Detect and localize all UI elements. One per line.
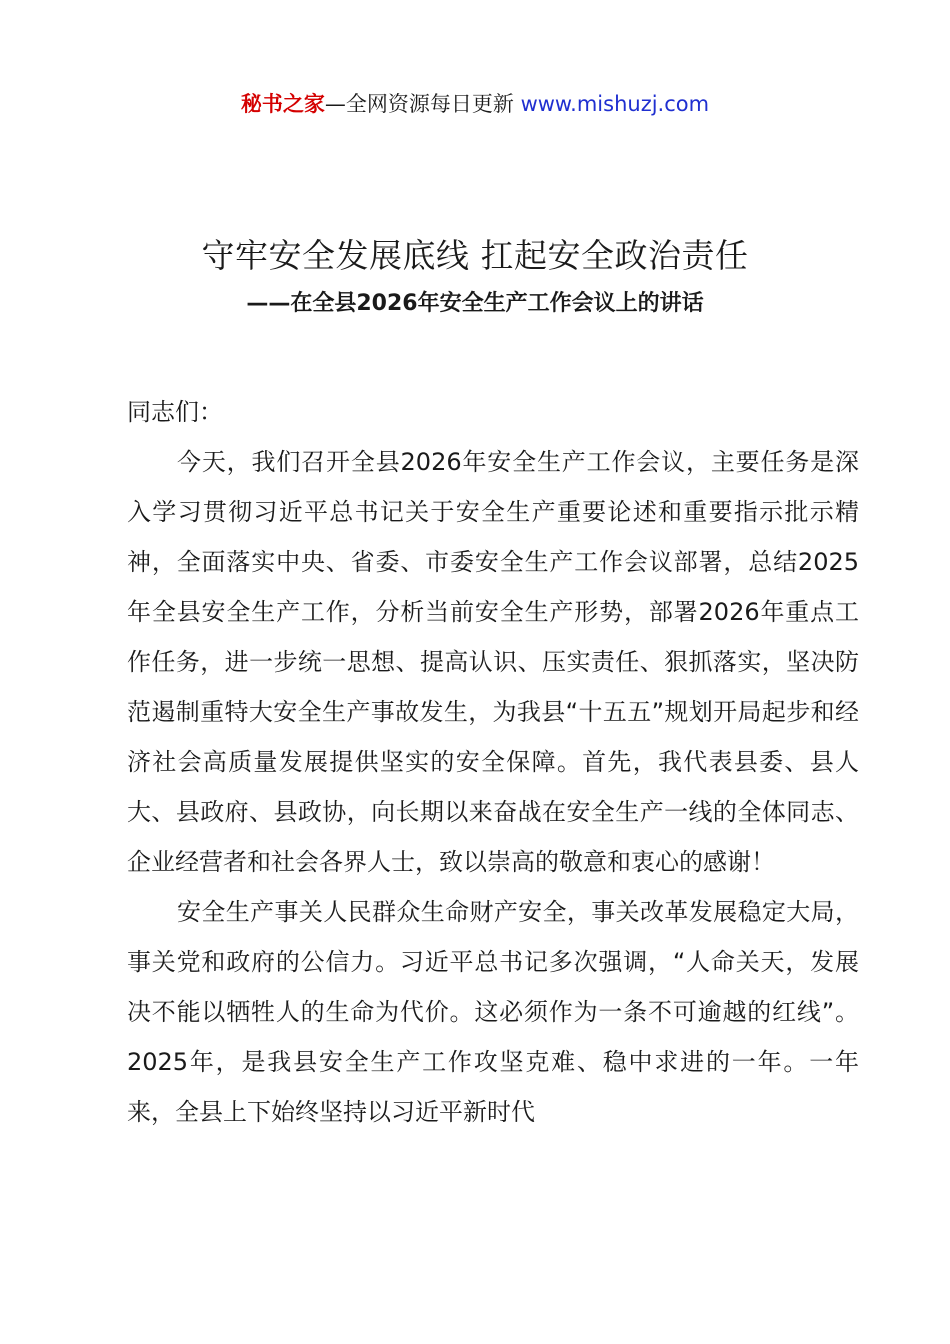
document-subtitle: ——在全县2026年安全生产工作会议上的讲话 [246, 291, 704, 316]
brand-name: 秘书之家 [240, 92, 325, 116]
paragraph: 安全生产事关人民群众生命财产安全，事关改革发展稳定大局，事关党和政府的公信力。习近平总书记多次强调，“人命关天，发展决不能以牺牲人的生命为代价。这必须作为一条不可逾越的红线”。2025年，是我县安全生产工作攻坚克难、稳中求进的一年。一年来，全县上下始终坚持以习近平新时代 [127, 898, 859, 1126]
paragraph: 今天，我们召开全县2026年安全生产工作会议，主要任务是深入学习贯彻习近平总书记关于安全生产重要论述和重要指示批示精神，全面落实中央、省委、市委安全生产工作会议部署，总结2025年全县安全生产工作，分析当前安全生产形势，部署2026年重点工作任务，进一步统一思想、提高认识、压实责任、狠抓落实，坚决防范遏制重特大安全生产事故发生，为我县“十五五”规划开局起步和经济社会高质量发展提供坚实的安全保障。首先，我代表县委、县人大、县政府、县政协，向长期以来奋战在安全生产一线的全体同志、企业经营者和社会各界人士，致以崇高的敬意和衷心的感谢！ [127, 448, 859, 876]
site-header [0, 88, 950, 120]
document-body [127, 387, 859, 1137]
site-url-link[interactable]: www.mishuzj.com [520, 92, 710, 116]
greeting: 同志们： [127, 398, 223, 426]
header-slogan: —全网资源每日更新 [324, 92, 514, 116]
document-title: 守牢安全发展底线 扛起安全政治责任 [201, 236, 749, 275]
